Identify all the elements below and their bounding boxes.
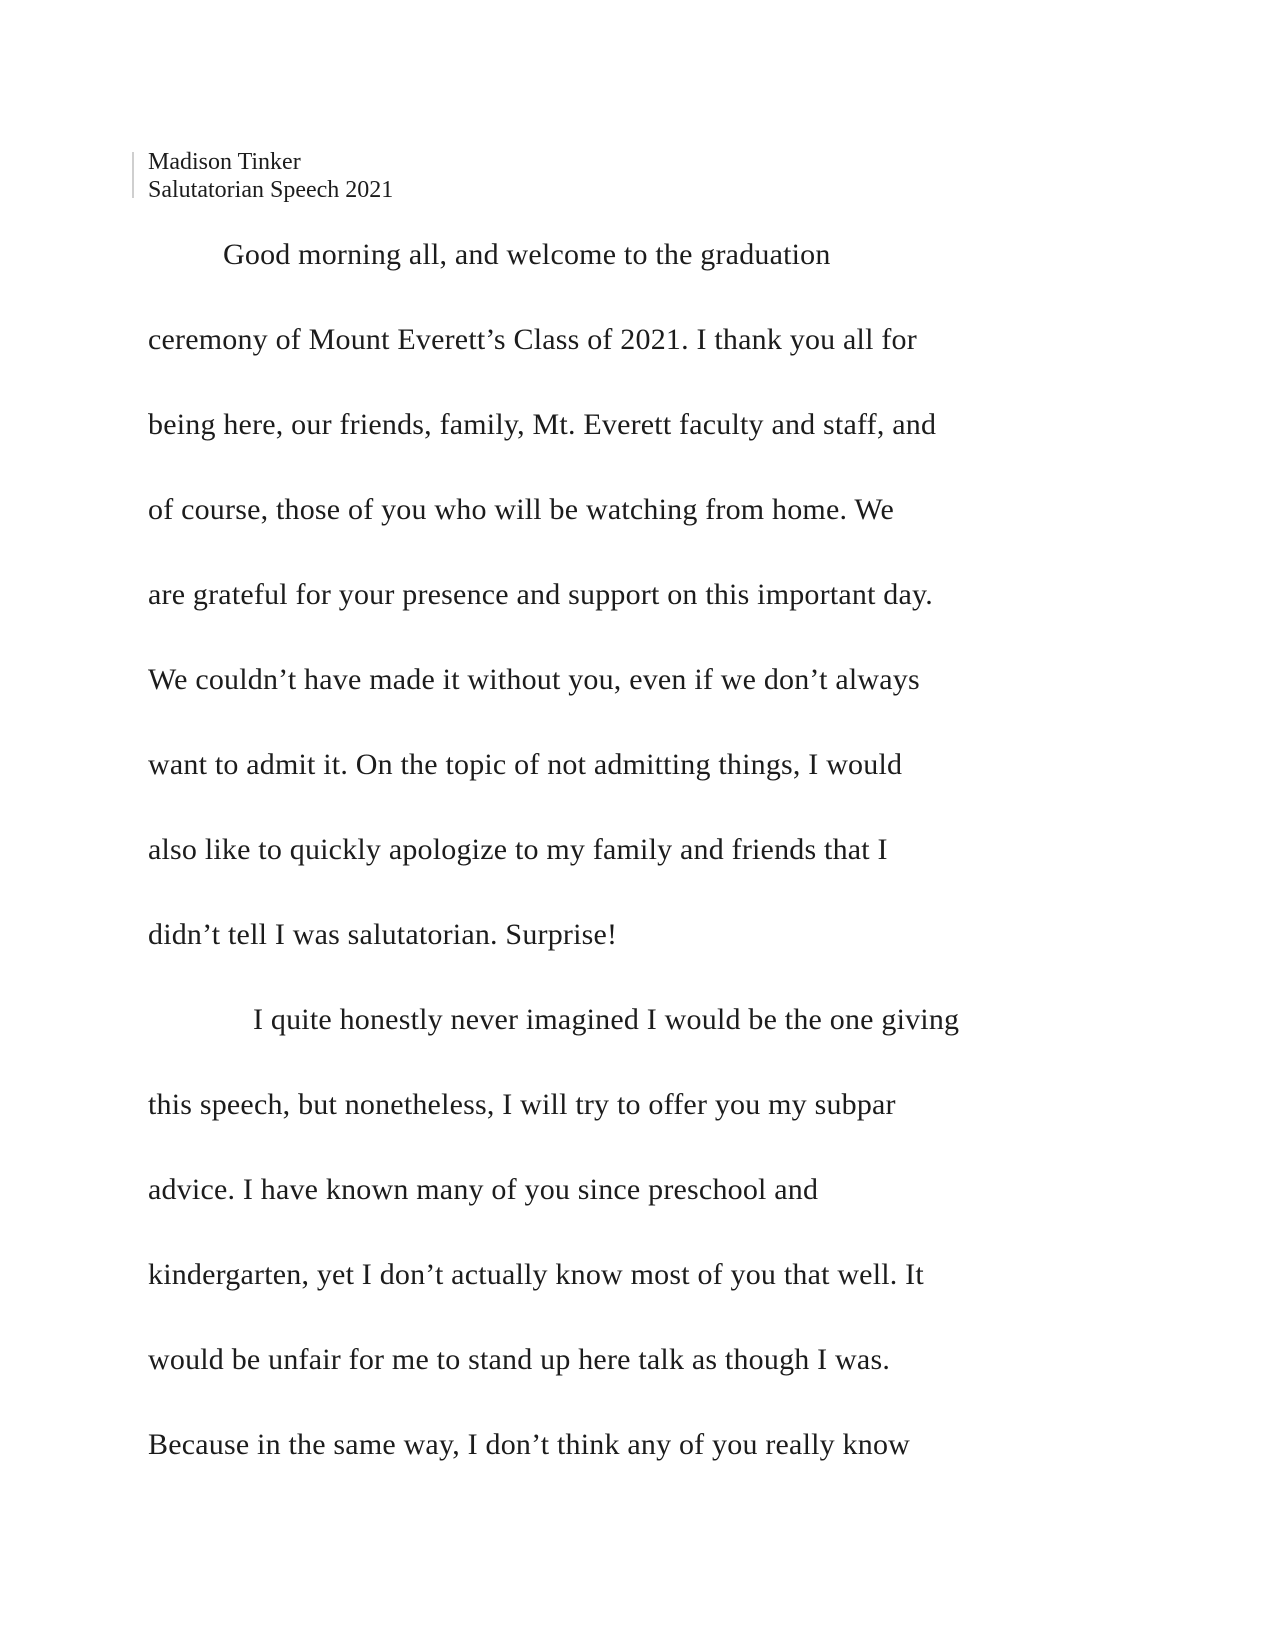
speech-line: We couldn’t have made it without you, even if we don’t always	[148, 663, 920, 696]
speech-line: also like to quickly apologize to my family and friends that I	[148, 833, 888, 866]
speech-line: kindergarten, yet I don’t actually know most of you that well. It	[148, 1258, 924, 1291]
speech-line: didn’t tell I was salutatorian. Surprise!	[148, 918, 618, 951]
speech-line: are grateful for your presence and support on this important day.	[148, 578, 933, 611]
speech-line: I quite honestly never imagined I would be the one giving	[253, 1003, 960, 1036]
speech-line: ceremony of Mount Everett’s Class of 2021. I thank you all for	[148, 323, 917, 356]
speech-line: this speech, but nonetheless, I will try to offer you my subpar	[148, 1088, 896, 1121]
speech-line: being here, our friends, family, Mt. Everett faculty and staff, and	[148, 408, 937, 441]
speech-line: want to admit it. On the topic of not admitting things, I would	[148, 748, 903, 781]
speech-line: Because in the same way, I don’t think any of you really know	[148, 1428, 911, 1461]
speech-body	[148, 212, 1198, 1487]
speech-line: advice. I have known many of you since preschool and	[148, 1173, 819, 1206]
speech-line: Good morning all, and welcome to the graduation	[223, 238, 831, 271]
paragraph	[148, 212, 1198, 977]
speech-line: of course, those of you who will be watching from home. We	[148, 493, 894, 526]
author-name: Madison Tinker	[148, 149, 301, 175]
document-header	[148, 148, 393, 204]
document-title: Salutatorian Speech 2021	[148, 177, 394, 203]
paragraph	[148, 977, 1198, 1487]
speech-line: would be unfair for me to stand up here talk as though I was.	[148, 1343, 891, 1376]
scan-artifact-line	[132, 152, 134, 198]
